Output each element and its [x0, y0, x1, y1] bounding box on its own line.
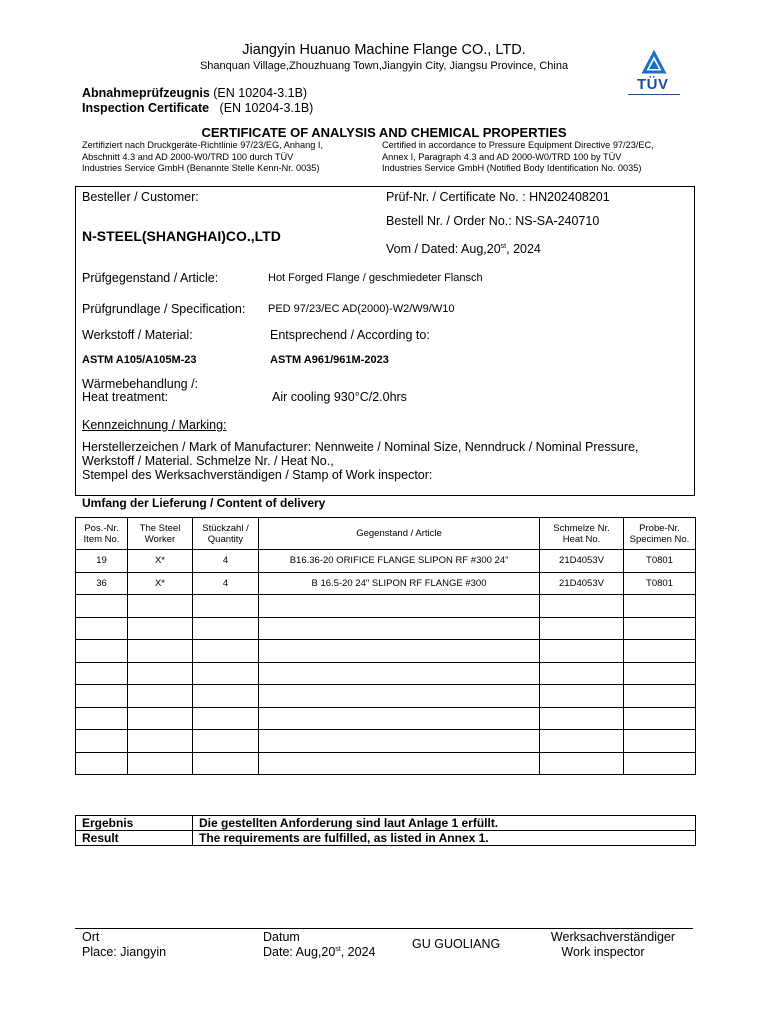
footer-date [263, 945, 376, 959]
cell-item-no [76, 640, 128, 663]
heat-treatment-value: Air cooling 930°C/2.0hrs [272, 390, 407, 404]
table-row [76, 572, 696, 595]
cell-article [259, 685, 540, 708]
cell-specimen-no [624, 685, 696, 708]
cell-heat-no [540, 730, 624, 753]
footer-date-suffix: , 2024 [340, 945, 376, 959]
footer-date-prefix: Date: Aug,20 [263, 945, 336, 959]
cell-quantity [193, 640, 259, 663]
cell-heat-no [540, 617, 624, 640]
cell-steel-worker [128, 595, 193, 618]
header-line-en [82, 101, 313, 115]
signature-line [75, 928, 693, 929]
delivery-label: Umfang der Lieferung / Content of delivery [82, 496, 326, 510]
according-value: ASTM A961/961M-2023 [270, 354, 389, 366]
dated-prefix: Vom / Dated: Aug,20 [386, 242, 501, 256]
header-steel-worker: The Steel Worker [128, 518, 193, 550]
delivery-table [75, 517, 696, 775]
specification-value: PED 97/23/EC AD(2000)-W2/W9/W10 [268, 303, 455, 315]
table-header-row [76, 518, 696, 550]
certificate-title: CERTIFICATE OF ANALYSIS AND CHEMICAL PROPERTIES [201, 125, 567, 140]
tuv-triangle-icon [628, 50, 680, 78]
cell-item-no [76, 617, 128, 640]
abnahme-standard: (EN 10204-3.1B) [209, 86, 308, 100]
company-name: Jiangyin Huanuo Machine Flange CO., LTD. [242, 42, 526, 58]
result-label-de: Ergebnis [76, 816, 193, 831]
cell-heat-no: 21D4053V [540, 550, 624, 573]
header-line-de [82, 86, 307, 100]
customer-name: N-STEEL(SHANGHAI)CO.,LTD [82, 228, 281, 244]
cell-steel-worker [128, 752, 193, 775]
cell-heat-no [540, 685, 624, 708]
table-row [76, 685, 696, 708]
cell-quantity [193, 752, 259, 775]
material-value: ASTM A105/A105M-23 [82, 354, 197, 366]
cell-article [259, 640, 540, 663]
certification-text-de: Zertifiziert nach Druckgeräte-Richtlinie 97/23/EG, Anhang I, Abschnitt 4.3 and AD 2000-W0/TRD 100 durch TÜV Industries Service GmbH (Benannte Stelle Kenn-Nr. 0035) [82, 140, 324, 173]
cell-item-no [76, 730, 128, 753]
cell-quantity: 4 [193, 572, 259, 595]
result-row-de [76, 816, 696, 831]
cell-heat-no [540, 595, 624, 618]
table-row [76, 617, 696, 640]
result-row-en [76, 831, 696, 846]
cell-steel-worker: X* [128, 572, 193, 595]
customer-label: Besteller / Customer: [82, 190, 199, 204]
cell-heat-no [540, 707, 624, 730]
dated [386, 242, 541, 256]
cell-heat-no [540, 662, 624, 685]
certification-text-en: Certified in accordance to Pressure Equipment Directive 97/23/EC, Annex I, Paragraph 4.3 and AD 2000-W0/TRD 100 by TÜV Industries Service GmbH (Notified Body Identification No. 0035) [382, 140, 654, 173]
signer-name: GU GUOLIANG [412, 937, 501, 951]
marking-text-1: Herstellerzeichen / Mark of Manufacturer: Nennweite / Nominal Size, Nenndruck / Nominal Pressure, [82, 440, 639, 454]
marking-label: Kennzeichnung / Marking: [82, 418, 227, 432]
cell-article [259, 730, 540, 753]
inspector-label-de: Werksachverständiger [550, 930, 676, 944]
header-specimen-no: Probe-Nr. Specimen No. [624, 518, 696, 550]
cell-article [259, 707, 540, 730]
cell-steel-worker [128, 617, 193, 640]
certificate-number: Prüf-Nr. / Certificate No. : HN202408201 [386, 190, 610, 204]
cell-article: B 16.5-20 24" SLIPON RF FLANGE #300 [259, 572, 540, 595]
cell-article [259, 662, 540, 685]
header-article: Gegenstand / Article [259, 518, 540, 550]
cell-item-no [76, 595, 128, 618]
result-text-de: Die gestellten Anforderung sind laut Anlage 1 erfüllt. [193, 816, 696, 831]
cell-steel-worker [128, 707, 193, 730]
cell-specimen-no [624, 617, 696, 640]
cell-article [259, 617, 540, 640]
result-label-en: Result [76, 831, 193, 846]
order-number: Bestell Nr. / Order No.: NS-SA-240710 [386, 214, 600, 228]
inspection-label: Inspection Certificate [82, 101, 210, 115]
table-row [76, 550, 696, 573]
logo-underline [628, 94, 680, 95]
table-row [76, 595, 696, 618]
cell-specimen-no [624, 595, 696, 618]
article-value: Hot Forged Flange / geschmiedeter Flansch [268, 272, 483, 284]
according-label: Entsprechend / According to: [270, 328, 430, 342]
cell-steel-worker [128, 730, 193, 753]
cell-steel-worker: X* [128, 550, 193, 573]
header-quantity: Stückzahl / Quantity [193, 518, 259, 550]
material-label: Werkstoff / Material: [82, 328, 193, 342]
cell-item-no [76, 662, 128, 685]
cell-quantity [193, 685, 259, 708]
cell-quantity: 4 [193, 550, 259, 573]
datum-label: Datum [263, 930, 300, 944]
header-item-no: Pos.-Nr. Item No. [76, 518, 128, 550]
cell-specimen-no [624, 752, 696, 775]
specification-label: Prüfgrundlage / Specification: [82, 302, 246, 316]
cell-heat-no [540, 752, 624, 775]
inspection-standard: (EN 10204-3.1B) [209, 101, 314, 115]
inspector-label-en: Work inspector [561, 945, 645, 959]
result-text-en: The requirements are fulfilled, as listed in Annex 1. [193, 831, 696, 846]
cell-quantity [193, 730, 259, 753]
marking-text-2: Werkstoff / Material. Schmelze Nr. / Heat No., [82, 454, 334, 468]
cell-steel-worker [128, 685, 193, 708]
cell-article [259, 595, 540, 618]
ort-label: Ort [82, 930, 100, 944]
cell-heat-no: 21D4053V [540, 572, 624, 595]
logo-text: TÜV [637, 76, 669, 93]
cell-item-no: 36 [76, 572, 128, 595]
cell-item-no [76, 707, 128, 730]
cell-specimen-no [624, 707, 696, 730]
cell-heat-no [540, 640, 624, 663]
cell-quantity [193, 617, 259, 640]
cell-specimen-no [624, 640, 696, 663]
cell-item-no: 19 [76, 550, 128, 573]
heat-treatment-label-en: Heat treatment: [82, 390, 169, 404]
tuv-logo [628, 50, 680, 96]
cell-steel-worker [128, 640, 193, 663]
cell-item-no [76, 752, 128, 775]
result-table [75, 815, 696, 846]
table-row [76, 730, 696, 753]
table-row [76, 752, 696, 775]
cell-specimen-no: T0801 [624, 550, 696, 573]
abnahme-label: Abnahmeprüfzeugnis [82, 86, 210, 100]
company-address: Shanquan Village,Zhouzhuang Town,Jiangyin City, Jiangsu Province, China [199, 60, 569, 72]
table-row [76, 640, 696, 663]
table-row [76, 662, 696, 685]
article-label: Prüfgegenstand / Article: [82, 271, 219, 285]
cell-specimen-no: T0801 [624, 572, 696, 595]
heat-treatment-label-de: Wärmebehandlung /: [82, 377, 199, 391]
marking-text-3: Stempel des Werksachverständigen / Stamp of Work inspector: [82, 468, 433, 482]
table-row [76, 707, 696, 730]
dated-sup: st [500, 242, 507, 250]
dated-suffix: , 2024 [506, 242, 541, 256]
cell-quantity [193, 595, 259, 618]
cell-steel-worker [128, 662, 193, 685]
cell-article: B16.36-20 ORIFICE FLANGE SLIPON RF #300 24” [259, 550, 540, 573]
footer-date-sup: st [335, 945, 341, 953]
cell-specimen-no [624, 730, 696, 753]
header-heat-no: Schmelze Nr. Heat No. [540, 518, 624, 550]
cell-quantity [193, 662, 259, 685]
cell-specimen-no [624, 662, 696, 685]
cell-item-no [76, 685, 128, 708]
cell-article [259, 752, 540, 775]
place: Place: Jiangyin [82, 945, 167, 959]
cell-quantity [193, 707, 259, 730]
